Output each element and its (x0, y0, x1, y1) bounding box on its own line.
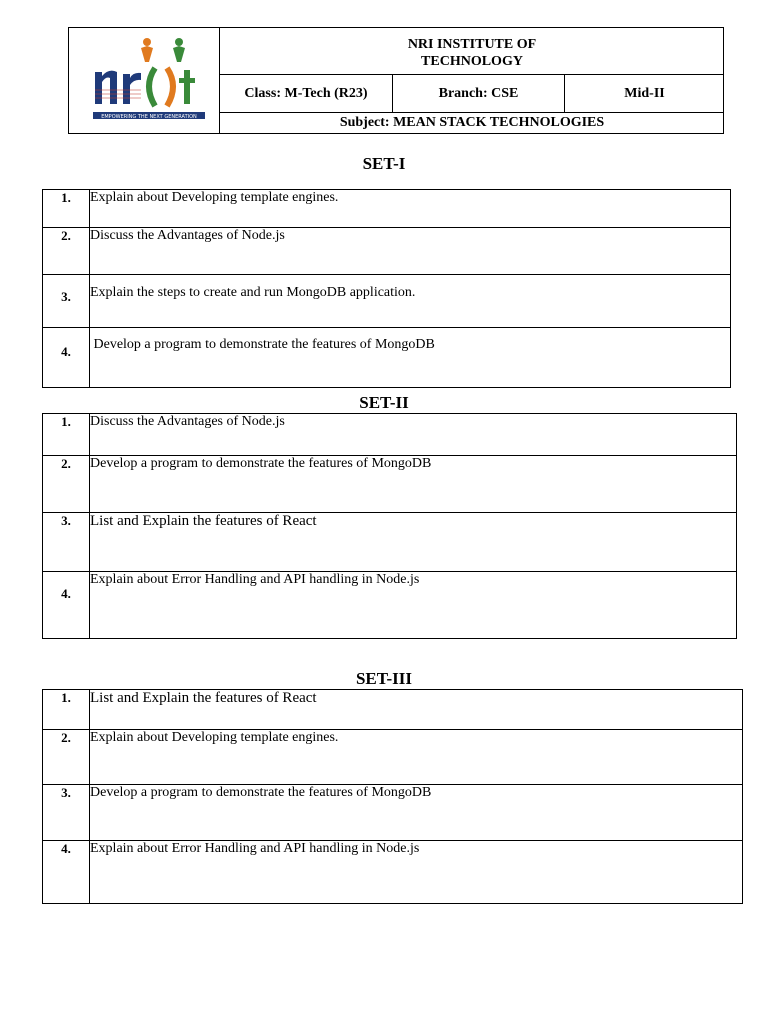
question-text: List and Explain the features of React (90, 690, 743, 730)
question-row (43, 730, 743, 785)
question-text: Explain about Developing template engines. (90, 730, 743, 785)
subject-cell: Subject: MEAN STACK TECHNOLOGIES (339, 115, 605, 130)
institute-name: NRI INSTITUTE OF TECHNOLOGY (407, 37, 537, 69)
exam-cell: Mid-II (624, 85, 665, 101)
question-text: Develop a program to demonstrate the features of MongoDB (90, 456, 737, 513)
question-row (43, 228, 731, 275)
question-text: Explain about Error Handling and API handling in Node.js (90, 841, 743, 904)
question-row (43, 328, 731, 388)
question-row (43, 414, 737, 456)
question-row (43, 513, 737, 572)
question-number: 2. (43, 730, 90, 785)
set-title: SET-III (355, 669, 413, 688)
question-table (42, 189, 731, 388)
question-table (42, 413, 737, 639)
question-row (43, 275, 731, 328)
question-number: 2. (43, 228, 90, 275)
institute-logo (69, 28, 220, 133)
question-text: List and Explain the features of React (90, 513, 737, 572)
question-text: Discuss the Advantages of Node.js (90, 228, 731, 275)
question-row (43, 572, 737, 639)
nrit-logo-icon (69, 28, 219, 133)
question-number: 4. (43, 328, 90, 388)
question-number: 4. (43, 572, 90, 639)
set-title: SET-II (359, 393, 409, 412)
question-text: Develop a program to demonstrate the features of MongoDB (90, 785, 743, 841)
question-table (42, 689, 743, 904)
question-row (43, 190, 731, 228)
question-text: Explain about Error Handling and API handling in Node.js (90, 572, 737, 639)
question-number: 1. (43, 690, 90, 730)
header-box (68, 27, 724, 134)
question-text: Explain the steps to create and run MongoDB application. (90, 275, 731, 328)
question-text: Develop a program to demonstrate the features of MongoDB (90, 328, 731, 388)
question-number: 2. (43, 456, 90, 513)
question-row (43, 690, 743, 730)
question-number: 1. (43, 414, 90, 456)
svg-text:EMPOWERING THE NEXT GENERATION: EMPOWERING THE NEXT GENERATION (101, 114, 197, 120)
question-row (43, 456, 737, 513)
question-text: Discuss the Advantages of Node.js (90, 414, 737, 456)
set-title: SET-I (362, 154, 406, 173)
class-cell: Class: M-Tech (R23) (220, 75, 393, 112)
question-number: 3. (43, 513, 90, 572)
question-number: 3. (43, 785, 90, 841)
branch-cell: Branch: CSE (393, 75, 565, 112)
question-number: 4. (43, 841, 90, 904)
question-row (43, 785, 743, 841)
question-text: Explain about Developing template engines. (90, 190, 731, 228)
question-number: 3. (43, 275, 90, 328)
question-row (43, 841, 743, 904)
question-number: 1. (43, 190, 90, 228)
